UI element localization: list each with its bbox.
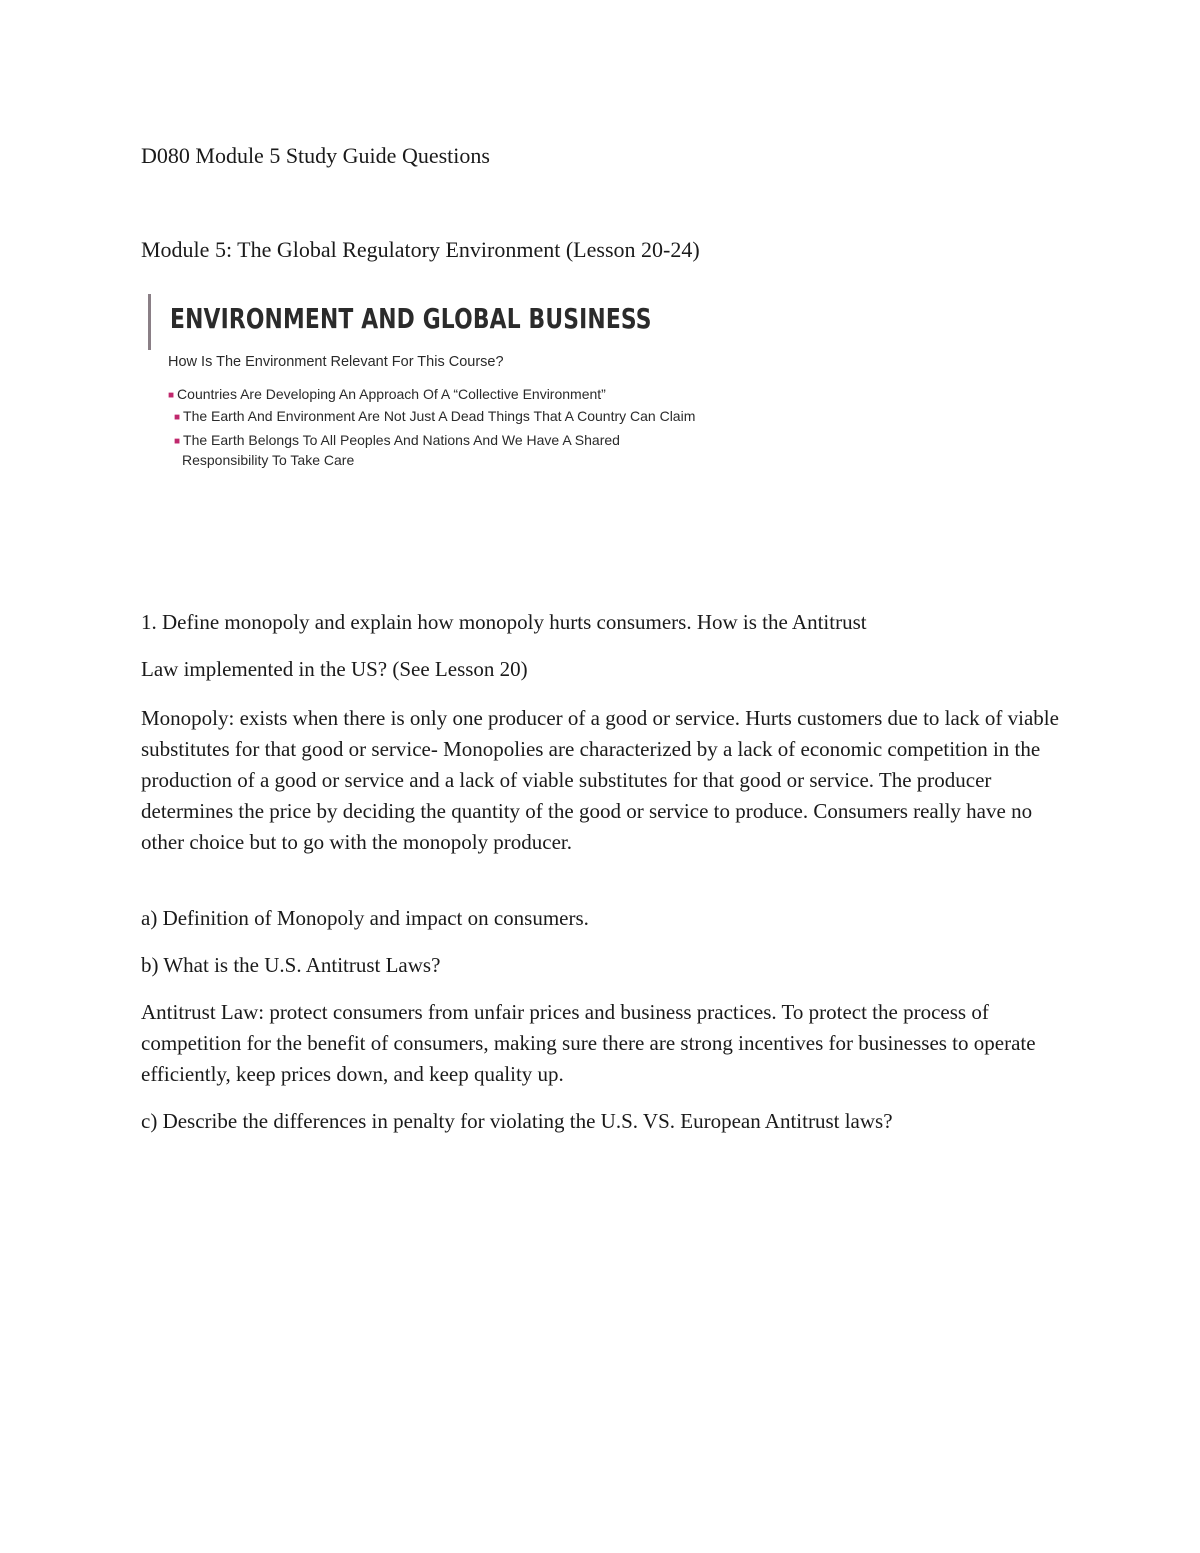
slide-bullet-text: The Earth And Environment Are Not Just A Dead Things That A Country Can Claim (183, 408, 696, 424)
slide-bullet-text: Countries Are Developing An Approach Of A “Collective Environment” (177, 386, 606, 402)
module-heading: Module 5: The Global Regulatory Environment (Lesson 20-24) (141, 237, 700, 262)
slide-accent-bar (148, 294, 151, 350)
antitrust-answer-paragraph: Antitrust Law: protect consumers from unfair prices and business practices. To protect the process of competition for the benefit of consumers, making sure there are strong incentives for businesses to operate efficiently, keep prices down, and keep quality up. (141, 1000, 1036, 1086)
slide-bullet (174, 406, 695, 428)
question-1-line-2: Law implemented in the US? (See Lesson 20) (141, 657, 528, 681)
document-title: D080 Module 5 Study Guide Questions (141, 143, 490, 168)
slide-subtitle: How Is The Environment Relevant For This Course? (168, 354, 504, 370)
bullet-icon: ■ (174, 412, 181, 423)
subquestion-a: a) Definition of Monopoly and impact on consumers. (141, 906, 589, 930)
slide-bullet-text: The Earth Belongs To All Peoples And Nations And We Have A Shared (183, 432, 620, 448)
monopoly-answer-paragraph: Monopoly: exists when there is only one producer of a good or service. Hurts customers due to lack of viable substitutes for that good or service- Monopolies are characterized by a lack of economic competition in the production of a good or service and a lack of viable substitutes for that good or service. The producer determines the price by deciding the quantity of the good or service to produce. Consumers really have no other choice but to go with the monopoly producer. (141, 706, 1059, 854)
slide-title: ENVIRONMENT AND GLOBAL BUSINESS (170, 302, 652, 335)
embedded-slide-image (140, 288, 820, 488)
subquestion-c: c) Describe the differences in penalty for violating the U.S. VS. European Antitrust laws? (141, 1109, 893, 1133)
slide-bullet-continuation: Responsibility To Take Care (182, 452, 355, 468)
subquestion-b: b) What is the U.S. Antitrust Laws? (141, 953, 441, 977)
bullet-icon: ■ (174, 436, 181, 447)
slide-bullet (168, 384, 606, 406)
bullet-icon: ■ (168, 390, 175, 401)
question-1-line-1: 1. Define monopoly and explain how monopoly hurts consumers. How is the Antitrust (141, 610, 867, 634)
slide-bullet (174, 430, 620, 452)
